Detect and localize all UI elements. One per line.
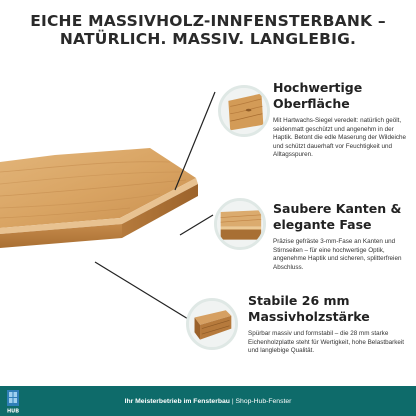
feature-thickness-text: Spürbar massiv und formstabil – die 28 mm starke Eichenholzplatte steht für Wertigkeit, hohe Belastbarkeit und langlebige Qualität. xyxy=(248,330,404,355)
feature-surface-text: Mit Hartwachs-Siegel veredelt: natürlich geölt, seidenmatt geschützt und angenehm in der Haptik. Betont die edle Maserung der Wildeiche und schützt dauerhaft vor Feuchtigkeit und Alltagsspuren. xyxy=(273,117,407,159)
footer-bar xyxy=(0,386,416,416)
oak-windowsill-board-image xyxy=(0,60,230,330)
headline-line-2: NATÜRLICH. MASSIV. LANGLEBIG. xyxy=(59,30,357,48)
headline xyxy=(0,12,416,48)
thickness-thumbnail xyxy=(186,298,238,350)
logo-text: HUB xyxy=(6,408,20,414)
surface-closeup-thumbnail xyxy=(218,85,270,137)
feature-thickness xyxy=(248,293,413,356)
footer-separator: | xyxy=(229,397,236,405)
feature-edges xyxy=(273,201,413,272)
edge-chamfer-thumbnail xyxy=(214,198,266,250)
feature-edges-text: Präzise gefräste 3-mm-Fase an Kanten und Stirnseiten – für eine hochwertige Optik, angenehme Haptik und sicheren, splitterfreien Abschluss. xyxy=(273,238,402,271)
feature-surface xyxy=(273,80,413,160)
shop-hub-logo-icon xyxy=(6,388,20,414)
headline-line-1: EICHE MASSIVHOLZ-INNFENSTERBANK – xyxy=(30,12,386,30)
feature-edges-title: Saubere Kanten & elegante Fase xyxy=(273,201,402,232)
feature-thickness-title: Stabile 26 mm Massivholzstärke xyxy=(248,293,370,324)
feature-surface-title: Hochwertige Oberfläche xyxy=(273,80,363,111)
footer-tagline: Ihr Meisterbetrieb im Fensterbau xyxy=(124,397,230,405)
footer-shop-name: Shop-Hub-Fenster xyxy=(235,397,292,405)
